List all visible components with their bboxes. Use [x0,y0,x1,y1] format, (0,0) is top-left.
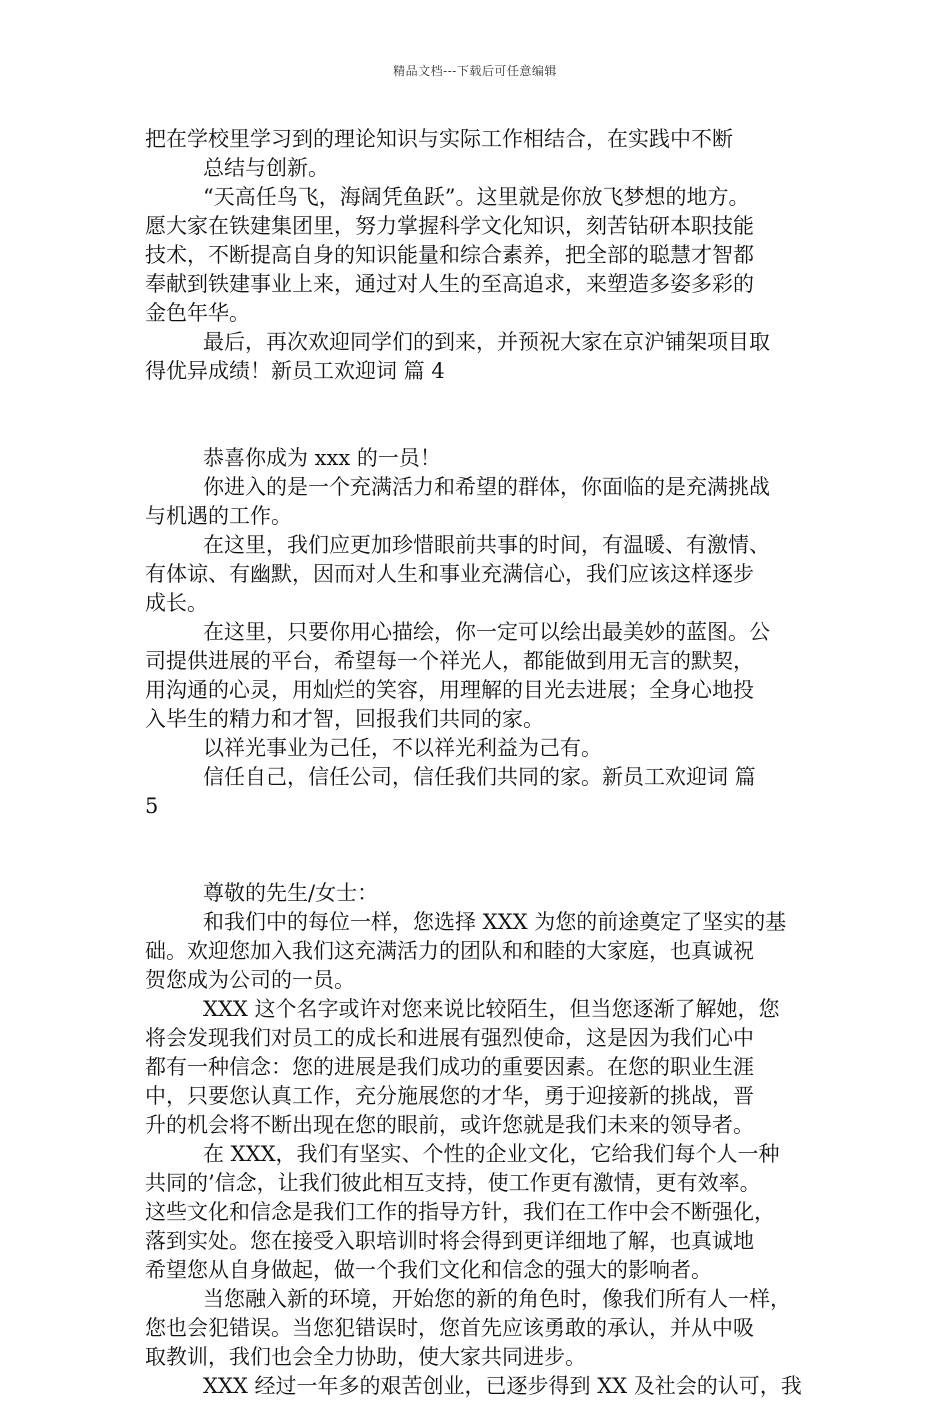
text-line: 升的机会将不断出现在您的眼前，或许您就是我们未来的领导者。 [145,1113,754,1137]
text-line: 在 XXX，我们有坚实、个性的企业文化，它给我们每个人一种 [203,1142,780,1166]
text-line: 落到实处。您在接受入职培训时将会得到更详细地了解，也真诚地 [145,1229,754,1253]
text-line: 将会发现我们对员工的成长和进展有强烈使命，这是因为我们心中 [145,1026,754,1050]
text-line: 5 [145,794,159,818]
text-line: 奉献到铁建事业上来，通过对人生的至高追求，来塑造多姿多彩的 [145,272,754,296]
section-gap [145,821,815,879]
text-line: 和我们中的每位一样，您选择 XXX 为您的前途奠定了坚实的基 [203,910,787,934]
document-body [145,125,815,1401]
page-header: 精品文档---下载后可任意编辑 [393,64,557,78]
text-line: 司提供进展的平台，希望每一个祥光人，都能做到用无言的默契， [145,649,754,673]
text-line: 金色年华。 [145,301,250,325]
text-line: 把在学校里学习到的理论知识与实际工作相结合，在实践中不断 [145,127,733,151]
text-line: XXX 经过一年多的艰苦创业，已逐步得到 XX 及社会的认可，我 [203,1374,802,1398]
text-line: 希望您从自身做起，做一个我们文化和信念的强大的影响者。 [145,1258,712,1282]
text-line: 这些文化和信念是我们工作的指导方针，我们在工作中会不断强化， [145,1200,775,1224]
text-line: 共同的’信念，让我们彼此相互支持，使工作更有激情，更有效率。 [145,1171,761,1195]
text-line: 入毕生的精力和才智，回报我们共同的家。 [145,707,544,731]
text-line: 你进入的是一个充满活力和希望的群体，你面临的是充满挑战 [203,475,770,499]
text-line: 您也会犯错误。当您犯错误时，您首先应该勇敢的承认，并从中吸 [145,1316,754,1340]
text-line: 当您融入新的环境，开始您的新的角色时，像我们所有人一样， [203,1287,791,1311]
text-line: 成长。 [145,591,208,615]
text-line: 都有一种信念：您的进展是我们成功的重要因素。在您的职业生涯 [145,1055,754,1079]
text-line: 技术，不断提高自身的知识能量和综合素养，把全部的聪慧才智都 [145,243,754,267]
text-line: 愿大家在铁建集团里，努力掌握科学文化知识，刻苦钻研本职技能 [145,214,754,238]
text-line: “天高任鸟飞，海阔凭鱼跃”。这里就是你放飞梦想的地方。 [203,185,750,209]
text-line: 最后，再次欢迎同学们的到来，并预祝大家在京沪铺架项目取 [203,330,770,354]
text-line: 尊敬的先生/女士： [203,881,379,905]
text-line: 恭喜你成为 xxx 的一员！ [203,446,441,470]
text-line: XXX 这个名字或许对您来说比较陌生，但当您逐渐了解她，您 [203,997,780,1021]
text-line: 础。欢迎您加入我们这充满活力的团队和和睦的大家庭，也真诚祝 [145,939,754,963]
text-line: 有体谅、有幽默，因而对人生和事业充满信心，我们应该这样逐步 [145,562,754,586]
text-line: 在这里，我们应更加珍惜眼前共事的时间，有温暖、有激情、 [203,533,770,557]
text-line: 与机遇的工作。 [145,504,292,528]
section-gap [145,386,815,444]
text-line: 中，只要您认真工作，充分施展您的才华，勇于迎接新的挑战，晋 [145,1084,754,1108]
text-line: 取教训，我们也会全力协助，使大家共同进步。 [145,1345,586,1369]
text-line: 在这里，只要你用心描绘，你一定可以绘出最美妙的蓝图。公 [203,620,770,644]
text-line: 总结与创新。 [203,156,329,180]
text-line: 得优异成绩！新员工欢迎词 篇 4 [145,359,445,383]
text-line: 以祥光事业为己任，不以祥光利益为己有。 [203,736,602,760]
text-line: 贺您成为公司的一员。 [145,968,355,992]
text-line: 信任自己，信任公司，信任我们共同的家。新员工欢迎词 篇 [203,765,756,789]
text-line: 用沟通的心灵，用灿烂的笑容，用理解的目光去进展；全身心地投 [145,678,754,702]
